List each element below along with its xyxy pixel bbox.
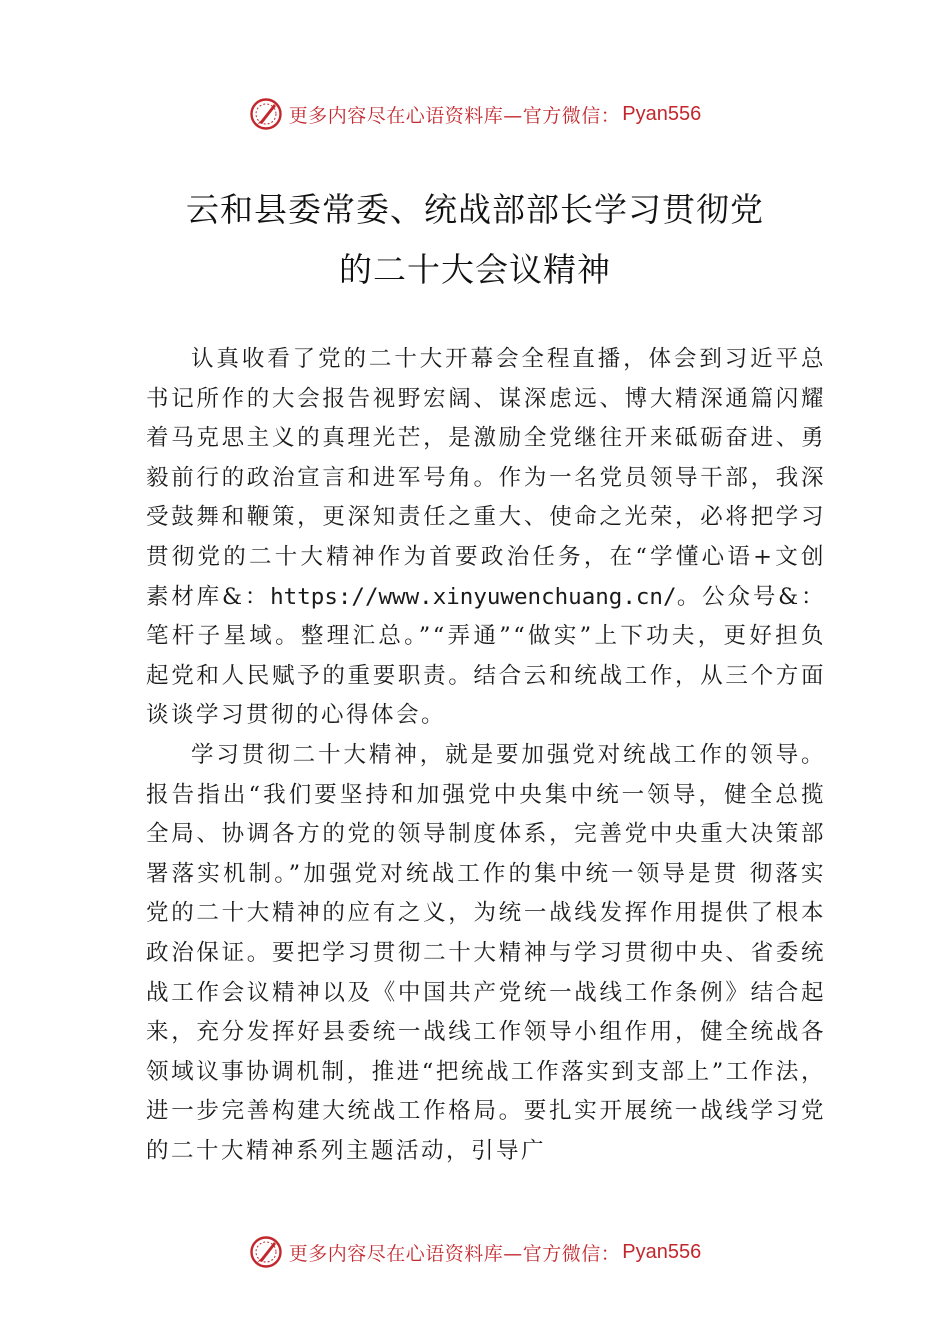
quill-pen-seal-icon	[249, 1235, 283, 1269]
footer-banner	[0, 1230, 950, 1274]
paragraph-1-part-2: 。公众号&：笔杆子星域。整理汇总。”“弄通”“做实”上下功夫，更好担负起党和人民赋予的重要职责。结合云和统战工作，从三个方面谈谈学习贯彻的心得体会。	[146, 583, 826, 729]
banner-wechat-handle: Pyan556	[622, 102, 702, 125]
document-body	[146, 340, 826, 1171]
document-title-line-1: 云和县委常委、统战部部长学习贯彻党	[186, 190, 764, 229]
header-banner	[0, 92, 950, 136]
banner-promo-text: 更多内容尽在心语资料库—官方微信：	[288, 1242, 621, 1265]
source-url: https://www.xinyuwenchuang.cn/	[270, 583, 677, 610]
paragraph-1-part-1: 认真收看了党的二十大开幕会全程直播，体会到习近平总书记所作的大会报告视野宏阔、谋深虑远、博大精深通篇闪耀着马克思主义的真理光芒，是激励全党继往开来砥砺奋进、勇毅前行的政治宣言和进军号角。作为一名党员领导干部，我深受鼓舞和鞭策，更深知责任之重大、使命之光荣，必将把学习贯彻党的二十大精神作为首要政治任务，在“学懂心语+文创素材库&：	[146, 346, 826, 610]
paragraph-2: 学习贯彻二十大精神，就是要加强党对统战工作的领导。报告指出“我们要坚持和加强党中央集中统一领导，健全总揽全局、协调各方的党的领导制度体系，完善党中央重大决策部署落实机制。”加强党对统战工作的集中统一领导是贯 彻落实党的二十大精神的应有之义，为统一战线发挥作用提供了根本政治保证。要把学习贯彻二十大精神与学习贯彻中央、省委统战工作会议精神以及《中国共产党统一战线工作条例》结合起来，充分发挥好县委统一战线工作领导小组作用，健全统战各领域议事协调机制，推进“把统战工作落实到支部上”工作法，进一步完善构建大统战工作格局。要扎实开展统一战线学习党的二十大精神系列主题活动，引导广	[146, 741, 826, 1164]
banner-promo-text: 更多内容尽在心语资料库—官方微信：	[288, 104, 621, 127]
document-title-line-2: 的二十大会议精神	[339, 250, 611, 289]
quill-pen-seal-icon	[249, 97, 283, 131]
banner-wechat-handle: Pyan556	[622, 1240, 702, 1263]
paragraph-1	[146, 340, 826, 736]
